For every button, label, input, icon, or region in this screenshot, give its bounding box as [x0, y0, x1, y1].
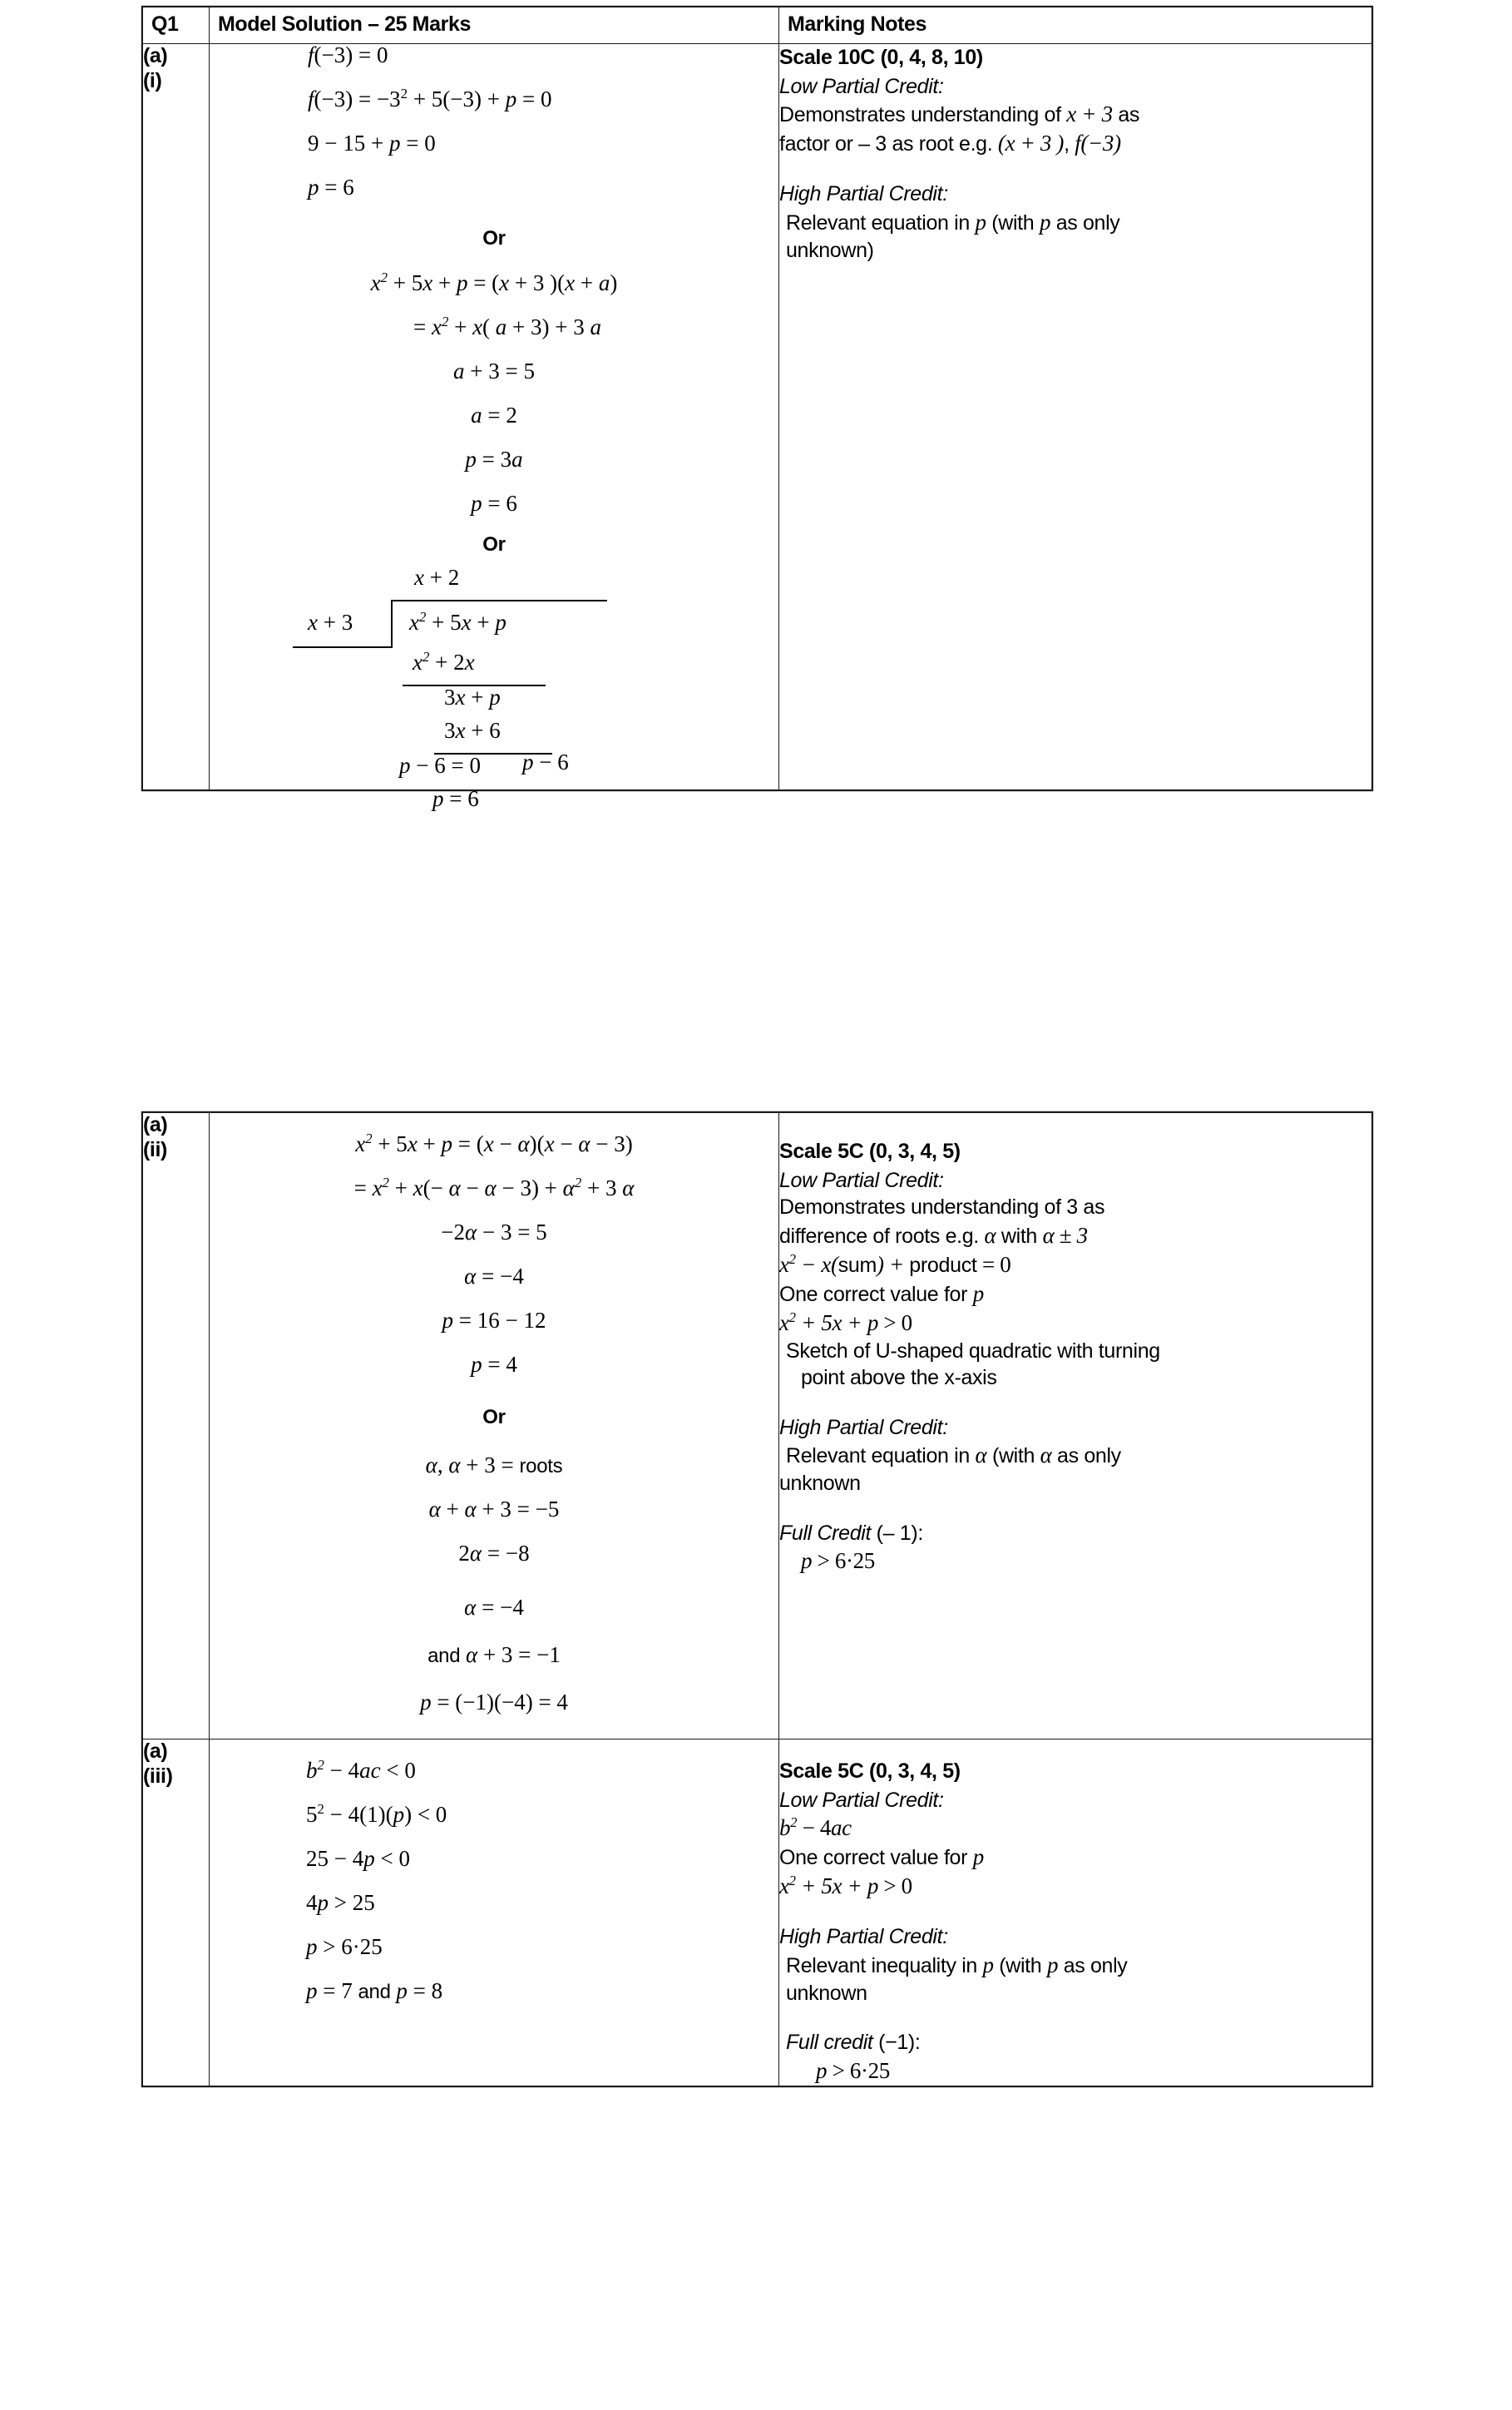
table-header-row — [143, 7, 1372, 44]
solution-line: p = (−1)(−4) = 4 — [420, 1690, 568, 1715]
question-roman-label: (ii) — [143, 1137, 167, 1161]
marking-notes-cell — [779, 1113, 1372, 1739]
long-division-figure — [210, 563, 778, 811]
solution-line: f(−3) = 0 — [308, 42, 388, 67]
math-fragment: α — [984, 1222, 996, 1248]
spacer — [779, 2007, 1371, 2029]
text-fragment: as — [1112, 103, 1140, 126]
solution-line: p = 4 — [471, 1352, 517, 1377]
low-partial-credit-line: Sketch of U-shaped quadratic with turning — [786, 1339, 1160, 1363]
spacer — [779, 1113, 1371, 1138]
text-fragment: Full credit — [786, 2031, 873, 2055]
solution-line: 4p > 25 — [306, 1890, 375, 1915]
math-fragment: p — [1039, 209, 1051, 235]
high-partial-credit-heading: High Partial Credit: — [779, 1925, 948, 1949]
low-partial-credit-heading: Low Partial Credit: — [779, 74, 944, 98]
solution-line: = $x^2 + x(- \alpha - \alpha - 3) + \alpha^2 + 3$ α — [353, 1175, 635, 1200]
or-separator: Or — [482, 533, 506, 556]
high-partial-credit-line: unknown — [779, 1472, 861, 1496]
solution-line: $5^2 - 4(1)(p) < 0$ — [306, 1801, 447, 1827]
question-roman-label: (iii) — [143, 1764, 173, 1788]
math-fragment: x + 3 — [1066, 101, 1113, 126]
solution-line: p = 6 — [308, 175, 354, 200]
table-row — [143, 1739, 1372, 2086]
text-fragment: One correct value for — [779, 1282, 973, 1306]
scale-label: Scale 5C (0, 3, 4, 5) — [779, 1759, 961, 1783]
high-partial-credit-heading: High Partial Credit: — [779, 1415, 948, 1439]
text-fragment: Full Credit — [779, 1521, 872, 1545]
math-fragment: α — [975, 1443, 987, 1468]
spacer — [779, 1497, 1371, 1520]
solution-line: = $x^2 + x$( a + 3) + 3 a — [413, 314, 601, 339]
text-fragment: Demonstrates understanding of — [779, 103, 1067, 126]
low-partial-credit-line — [779, 1843, 1371, 1872]
solution-line: −2α − 3 = 5 — [441, 1220, 547, 1245]
math-fragment: p — [972, 1280, 984, 1306]
text-fragment: (with — [993, 1953, 1047, 1977]
text-fragment: Relevant equation in — [786, 1444, 976, 1468]
low-partial-credit-line — [779, 129, 1371, 158]
high-partial-credit-line — [779, 1441, 1371, 1470]
low-partial-credit-line — [779, 100, 1371, 129]
division-bar-divisor — [293, 646, 393, 648]
division-dividend: $x^2 + 5x + p$ — [409, 609, 506, 635]
low-partial-credit-line: Demonstrates understanding of 3 as — [779, 1195, 1105, 1219]
division-step-2: 3x + 6 — [444, 718, 501, 743]
math-fragment: (x + 3 ) — [997, 131, 1065, 156]
scale-label: Scale 10C (0, 4, 8, 10) — [779, 46, 983, 69]
text-fragment: as only — [1058, 1953, 1128, 1977]
division-quotient: x + 2 — [414, 565, 460, 590]
solution-line: 9 − 15 + p = 0 — [308, 131, 436, 156]
solution-line: p > 6·25 — [306, 1934, 383, 1959]
solution-line: p = 16 − 12 — [442, 1308, 546, 1333]
math-fragment: p — [972, 1844, 984, 1870]
math-fragment: p — [975, 209, 986, 235]
solution-line: a = 2 — [471, 403, 517, 428]
solution-line: $x^2 + 5x + p = (x - \alpha)(x - \alpha - 3)$ — [355, 1131, 633, 1156]
spacer — [779, 1901, 1371, 1923]
division-bar-top — [391, 600, 607, 601]
solution-line: α, α + 3 = roots — [425, 1452, 563, 1477]
low-partial-credit-line: $x^2 + 5x + p > 0$ — [779, 1873, 912, 1899]
high-partial-credit-heading: High Partial Credit: — [779, 182, 948, 206]
spacer — [779, 1739, 1371, 1758]
text-fragment: difference of roots e.g. — [779, 1224, 985, 1248]
table-q1-a-ii-iii — [142, 1112, 1372, 2086]
full-credit-line: p > 6·25 — [816, 2057, 890, 2083]
question-part-label: (a) — [143, 44, 168, 67]
text-fragment: as only — [1050, 210, 1120, 235]
solution-line: a + 3 = 5 — [453, 359, 535, 384]
division-step-1: $x^2 + 2x$ — [413, 649, 475, 675]
solution-line: $f(-3) = -3^2 + 5(-3) + p = 0$ — [308, 86, 552, 111]
low-partial-credit-line: $x^2 - x(sum)$ + product = 0 — [779, 1250, 1011, 1277]
low-partial-credit-line: point above the x-axis — [801, 1366, 997, 1390]
text-fragment: with — [996, 1224, 1043, 1248]
full-credit-line: p > 6·25 — [801, 1548, 875, 1574]
question-roman-label: (i) — [143, 68, 162, 92]
division-remainder-1: 3x + p — [444, 685, 501, 710]
division-conclusion-1: p − 6 = 0 — [399, 753, 481, 778]
high-partial-credit-line: unknown — [786, 1981, 867, 2005]
solution-line: p = 7 and p = 8 — [306, 1978, 443, 2003]
model-solution-cell — [210, 42, 779, 811]
full-credit-heading — [779, 1520, 1371, 1547]
division-remainder-2: p − 6 — [522, 750, 569, 774]
solution-line: 25 − 4p < 0 — [306, 1846, 410, 1871]
low-partial-credit-heading: Low Partial Credit: — [779, 1788, 944, 1812]
header-model-solution-cell — [210, 7, 779, 44]
low-partial-credit-line — [779, 1279, 1371, 1309]
model-solution-cell — [210, 1739, 779, 2086]
math-fragment: α ± 3 — [1042, 1222, 1088, 1248]
full-credit-heading — [779, 2029, 1371, 2056]
or-separator: Or — [482, 1406, 506, 1428]
text-fragment: (with — [986, 1444, 1040, 1468]
scale-label: Scale 5C (0, 3, 4, 5) — [779, 1140, 961, 1163]
table-q1-a-i — [142, 7, 1372, 811]
model-solution-cell — [210, 1113, 779, 1739]
math-fragment: p — [1046, 1952, 1059, 1977]
solution-line: and α + 3 = −1 — [427, 1642, 561, 1667]
header-marking-notes-label: Marking Notes — [788, 12, 927, 36]
low-partial-credit-heading: Low Partial Credit: — [779, 1168, 944, 1192]
text-fragment: (with — [986, 210, 1040, 235]
header-marking-notes-cell — [779, 7, 1372, 44]
math-fragment: α — [1040, 1443, 1052, 1468]
marking-notes-cell — [779, 1739, 1372, 2086]
math-fragment: p — [982, 1952, 994, 1977]
solution-line: 2α = −8 — [458, 1541, 530, 1566]
solution-line: $x^2 + 5x + p = (x + 3$ )(x + a) — [370, 270, 618, 295]
solution-line: p = 6 — [471, 491, 517, 516]
text-fragment: (– 1): — [871, 1521, 923, 1545]
question-part-label: (a) — [143, 1739, 168, 1763]
question-part-label: (a) — [143, 1113, 168, 1136]
high-partial-credit-line — [779, 1951, 1371, 1980]
spacer — [779, 1392, 1371, 1414]
question-label-cell — [143, 1739, 210, 2086]
low-partial-credit-line: $b^2 - 4ac$ — [779, 1814, 852, 1840]
division-bracket-vertical — [391, 600, 393, 648]
solution-line: α = −4 — [464, 1264, 524, 1289]
division-divisor: x + 3 — [308, 610, 353, 635]
low-partial-credit-line — [779, 1221, 1371, 1250]
solution-line: α + α + 3 = −5 — [428, 1497, 560, 1522]
or-separator: Or — [482, 227, 506, 250]
math-fragment: f(−3) — [1075, 131, 1121, 156]
text-fragment: factor or – 3 as root e.g. — [779, 132, 998, 156]
solution-line: α = −4 — [464, 1595, 524, 1620]
text-fragment: Relevant equation in — [786, 210, 976, 235]
solution-line: p = 3a — [465, 447, 523, 472]
table-row — [143, 44, 1372, 790]
header-question-label: Q1 — [151, 12, 179, 36]
solution-line: $b^2 - 4ac < 0$ — [306, 1757, 416, 1783]
high-partial-credit-line: unknown) — [786, 238, 874, 262]
marking-notes-cell — [779, 44, 1372, 790]
question-label-cell — [143, 44, 210, 790]
text-fragment: One correct value for — [779, 1846, 973, 1870]
low-partial-credit-line: $x^2 + 5x + p > 0$ — [779, 1309, 912, 1335]
header-question-cell — [143, 7, 210, 44]
text-fragment: , — [1064, 132, 1075, 156]
text-fragment: (−1): — [872, 2031, 921, 2055]
text-fragment: Relevant inequality in — [786, 1953, 983, 1977]
header-model-solution-label: Model Solution – 25 Marks — [218, 12, 471, 36]
table-row — [143, 1113, 1372, 1739]
text-fragment: as only — [1051, 1444, 1121, 1468]
question-label-cell — [143, 1113, 210, 1739]
spacer — [779, 158, 1371, 181]
high-partial-credit-line — [779, 208, 1371, 237]
division-conclusion-2: p = 6 — [432, 786, 479, 811]
